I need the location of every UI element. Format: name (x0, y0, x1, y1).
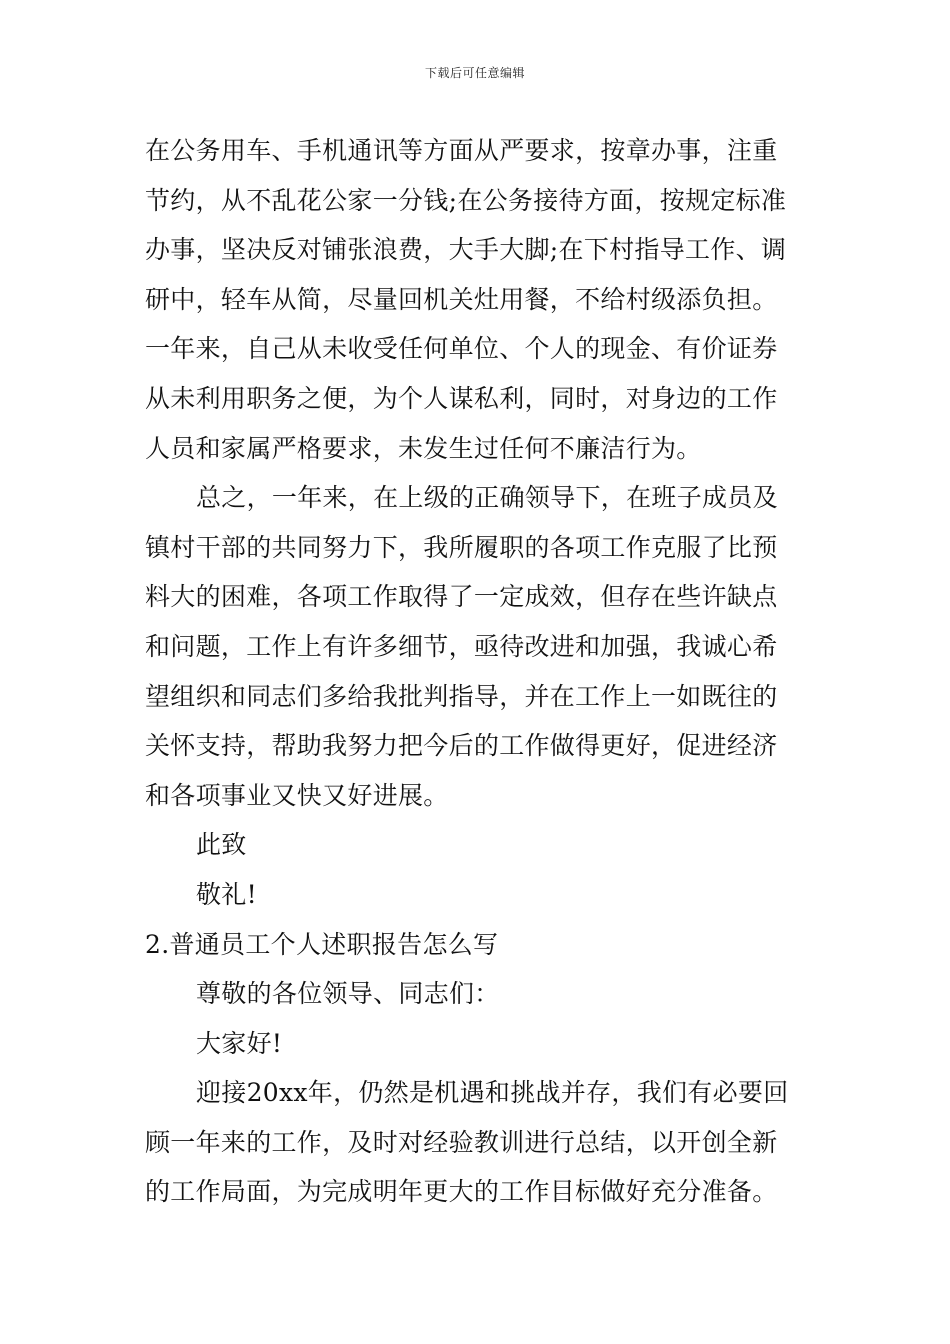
salutation-line: 尊敬的各位领导、同志们： (196, 979, 500, 1009)
paragraph-start-line: 迎接20xx年，仍然是机遇和挑战并存，我们有必要回 (196, 1078, 789, 1108)
paragraph-start-line: 总之，一年来，在上级的正确领导下，在班子成员及 (196, 483, 778, 513)
body-line: 一年来，自己从未收受任何单位、个人的现金、有价证券 (145, 334, 778, 364)
body-line: 节约，从不乱花公家一分钱;在公务接待方面，按规定标准 (145, 185, 787, 215)
page-header-note: 下载后可任意编辑 (424, 66, 525, 80)
closing-line: 敬礼! (196, 879, 257, 909)
document-body (145, 126, 810, 1217)
closing-line: 此致 (196, 830, 247, 860)
body-line: 在公务用车、手机通讯等方面从严要求，按章办事，注重 (145, 136, 778, 165)
body-line: 和各项事业又快又好进展。 (145, 780, 449, 810)
body-line: 望组织和同志们多给我批判指导，并在工作上一如既往的 (145, 681, 778, 711)
body-line: 镇村干部的共同努力下，我所履职的各项工作克服了比预 (145, 532, 778, 562)
body-line: 的工作局面，为完成明年更大的工作目标做好充分准备。 (145, 1177, 778, 1207)
body-line: 人员和家属严格要求，未发生过任何不廉洁行为。 (145, 433, 702, 463)
body-line: 和问题，工作上有许多细节，亟待改进和加强，我诚心希 (145, 631, 778, 661)
body-line: 研中，轻车从简，尽量回机关灶用餐，不给村级添负担。 (145, 284, 778, 314)
body-line: 办事，坚决反对铺张浪费，大手大脚;在下村指导工作、调 (145, 235, 787, 265)
body-line: 料大的困难，各项工作取得了一定成效，但存在些许缺点 (145, 582, 778, 612)
body-line: 从未利用职务之便，为个人谋私利，同时，对身边的工作 (145, 383, 778, 413)
body-line: 关怀支持，帮助我努力把今后的工作做得更好，促进经济 (145, 731, 778, 761)
section-heading: 2.普通员工个人述职报告怎么写 (145, 929, 499, 959)
body-line: 顾一年来的工作，及时对经验教训进行总结，以开创全新 (145, 1127, 778, 1157)
greeting-line: 大家好! (196, 1028, 283, 1058)
